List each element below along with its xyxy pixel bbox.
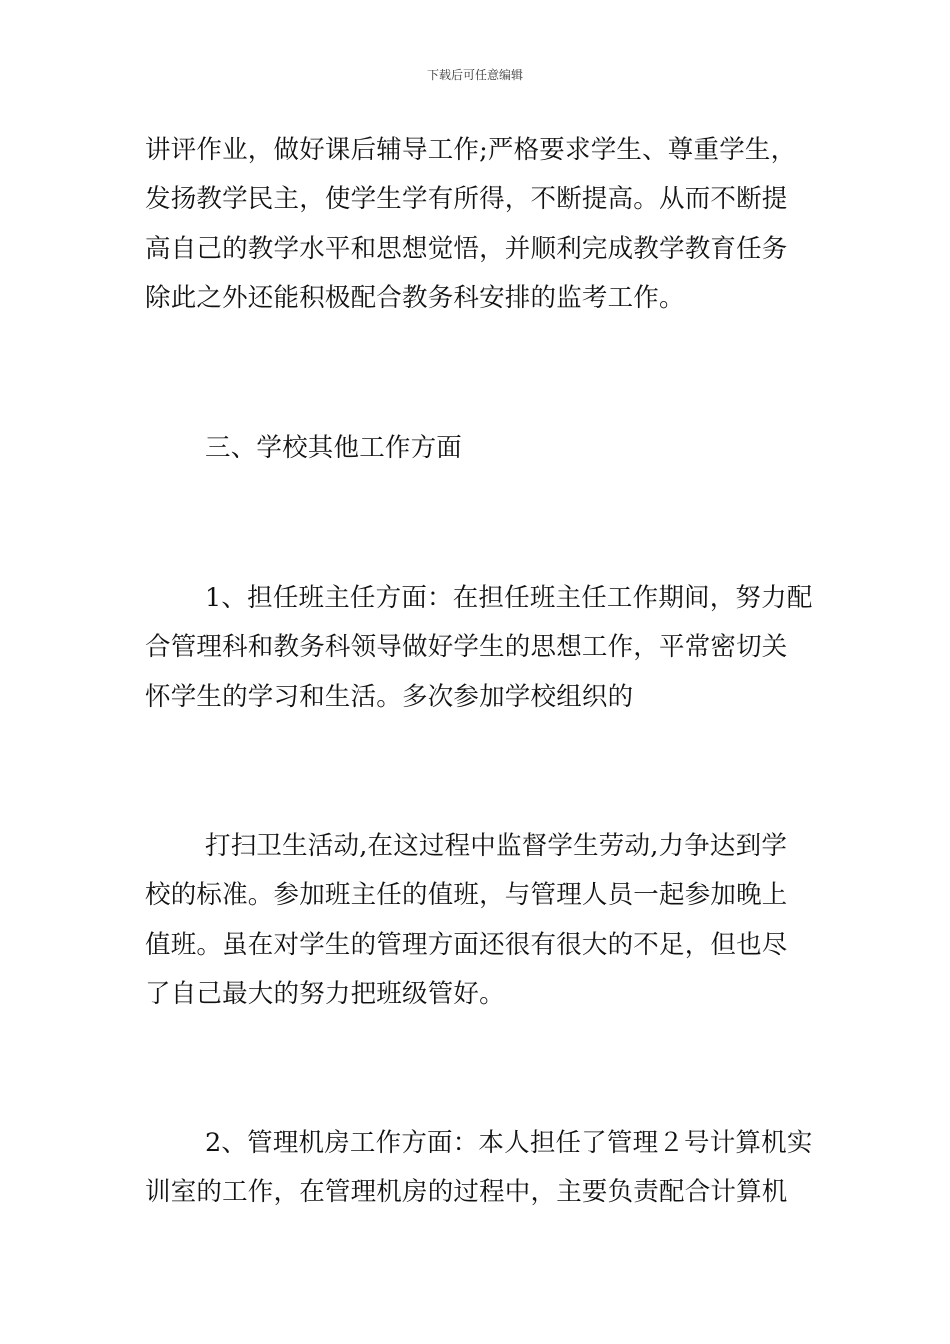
paragraph-line: 校的标准。参加班主任的值班，与管理人员一起参加晚上 [145, 880, 788, 910]
paragraph-line: 了自己最大的努力把班级管好。 [145, 979, 505, 1009]
paragraph-line: 高自己的教学水平和思想觉悟，并顺利完成教学教育任务 [145, 234, 788, 264]
paragraph-line: 值班。虽在对学生的管理方面还很有很大的不足，但也尽 [145, 930, 788, 960]
paragraph-line: 怀学生的学习和生活。多次参加学校组织的 [145, 682, 634, 712]
section-heading: 三、学校其他工作方面 [205, 433, 463, 463]
paragraph-line: 1、担任班主任方面：在担任班主任工作期间，努力配 [205, 583, 813, 613]
paragraph-line: 合管理科和教务科领导做好学生的思想工作，平常密切关 [145, 632, 788, 662]
paragraph-line: 2、管理机房工作方面：本人担任了管理２号计算机实 [205, 1128, 813, 1158]
paragraph-line: 讲评作业，做好课后辅导工作;严格要求学生、尊重学生， [145, 135, 797, 165]
paragraph-line: 发扬教学民主，使学生学有所得，不断提高。从而不断提 [145, 184, 788, 214]
paragraph-line: 除此之外还能积极配合教务科安排的监考工作。 [145, 283, 685, 313]
paragraph-line: 训室的工作，在管理机房的过程中，主要负责配合计算机 [145, 1177, 788, 1207]
paragraph-line: 打扫卫生活动,在这过程中监督学生劳动,力争达到学 [205, 831, 788, 861]
header-note: 下载后可任意编辑 [426, 68, 523, 82]
